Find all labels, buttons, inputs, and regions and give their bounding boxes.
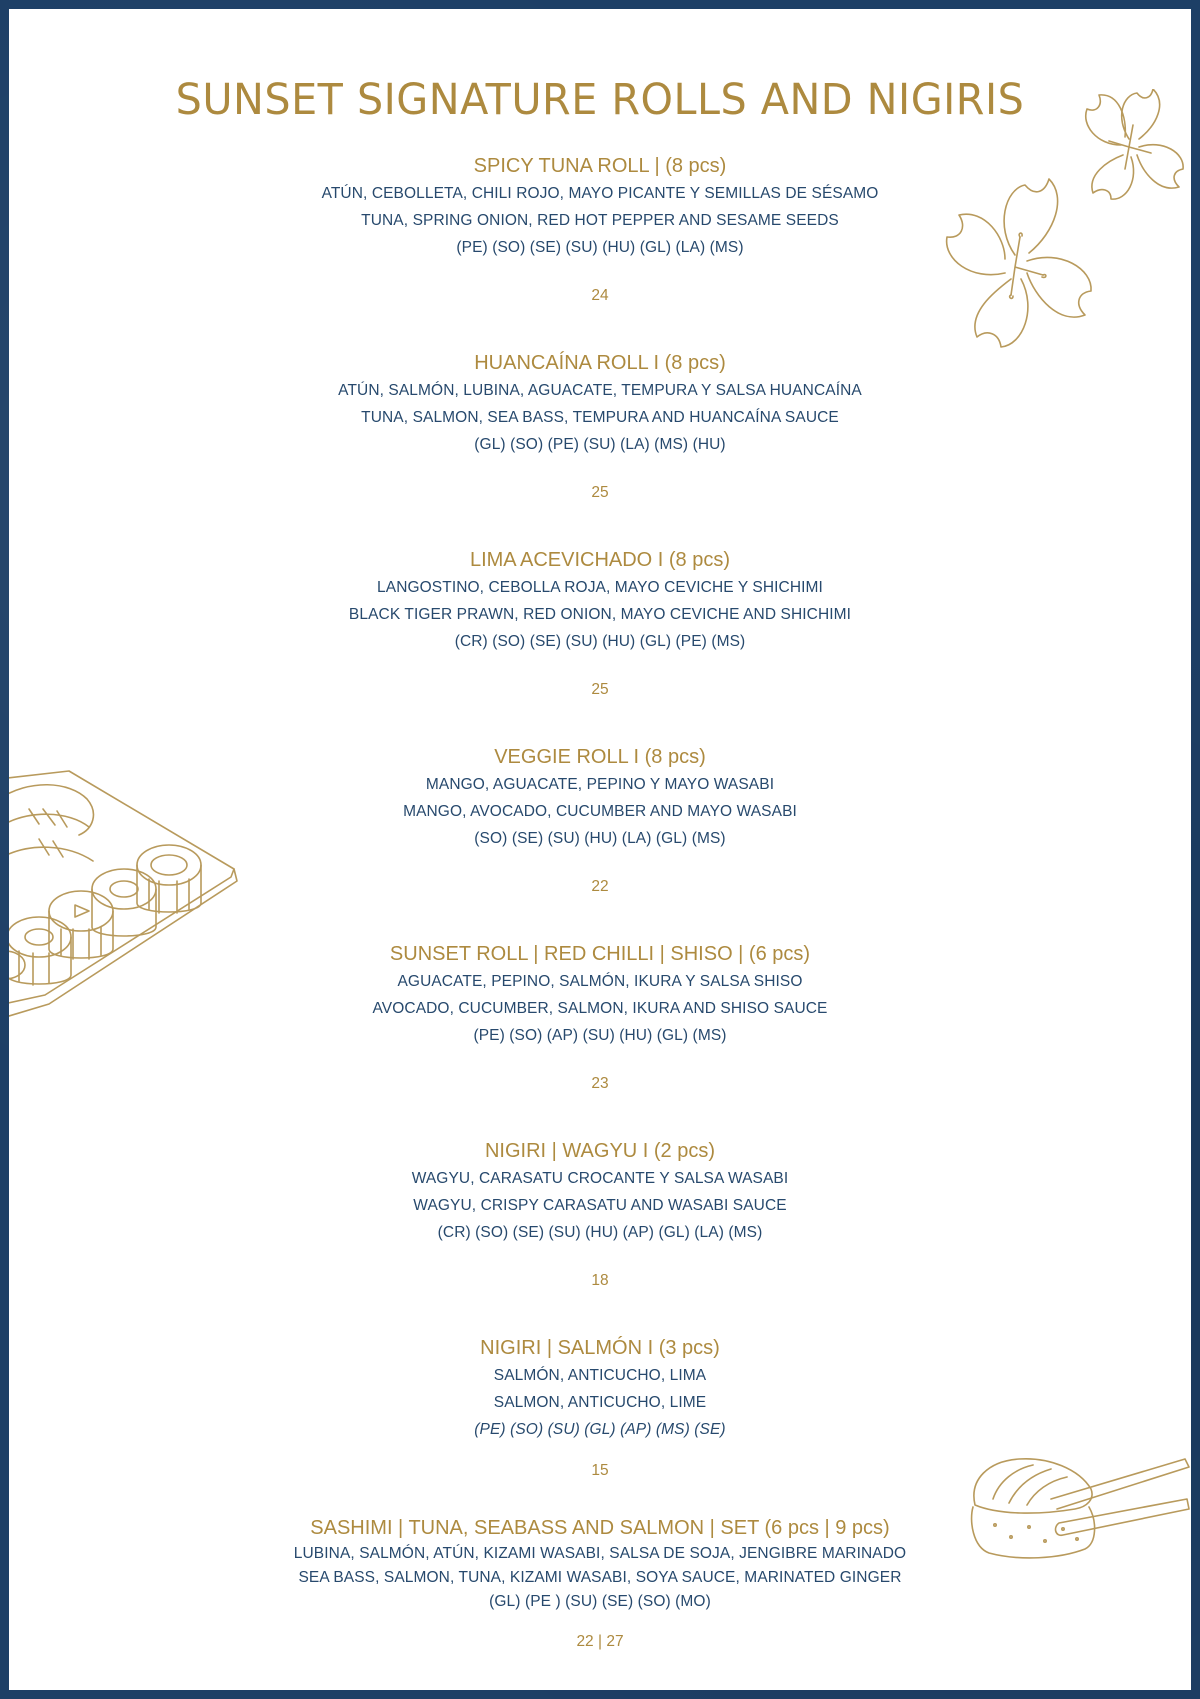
menu-item xyxy=(9,1334,1191,1481)
item-name: SUNSET ROLL | RED CHILLI | SHISO | (6 pcs) xyxy=(389,943,811,965)
item-allergens: (CR) (SO) (SE) (SU) (HU) (AP) (GL) (LA) (MS) xyxy=(437,1224,763,1241)
menu-item xyxy=(9,1137,1191,1291)
menu-item xyxy=(9,546,1191,700)
menu-page xyxy=(9,9,1191,1690)
item-price: 24 xyxy=(591,287,609,304)
item-allergens: (GL) (PE ) (SU) (SE) (SO) (MO) xyxy=(489,1593,711,1610)
item-allergens: (GL) (SO) (PE) (SU) (LA) (MS) (HU) xyxy=(474,436,726,453)
item-description-en: SALMON, ANTICUCHO, LIME xyxy=(493,1394,707,1411)
item-allergens: (PE) (SO) (AP) (SU) (HU) (GL) (MS) xyxy=(473,1027,727,1044)
item-description-es: WAGYU, CARASATU CROCANTE Y SALSA WASABI xyxy=(411,1170,789,1187)
item-allergens: (SO) (SE) (SU) (HU) (LA) (GL) (MS) xyxy=(474,830,726,847)
item-price: 18 xyxy=(591,1272,609,1289)
item-name: NIGIRI | WAGYU I (2 pcs) xyxy=(484,1140,716,1162)
item-name: NIGIRI | SALMÓN I (3 pcs) xyxy=(480,1337,720,1359)
item-allergens: (PE) (SO) (SU) (GL) (AP) (MS) (SE) xyxy=(474,1421,726,1438)
menu-item xyxy=(9,743,1191,897)
item-price: 23 xyxy=(591,1075,609,1092)
item-description-es: LUBINA, SALMÓN, ATÚN, KIZAMI WASABI, SALSA DE SOJA, JENGIBRE MARINADO xyxy=(293,1545,907,1562)
item-name: HUANCAÍNA ROLL I (8 pcs) xyxy=(474,352,726,374)
item-description-es: ATÚN, SALMÓN, LUBINA, AGUACATE, TEMPURA Y SALSA HUANCAÍNA xyxy=(338,382,862,399)
item-description-en: TUNA, SALMON, SEA BASS, TEMPURA AND HUANCAÍNA SAUCE xyxy=(361,409,839,426)
item-description-es: ATÚN, CEBOLLETA, CHILI ROJO, MAYO PICANTE Y SEMILLAS DE SÉSAMO xyxy=(321,185,879,202)
item-description-en: WAGYU, CRISPY CARASATU AND WASABI SAUCE xyxy=(413,1197,787,1214)
item-price: 25 xyxy=(591,484,609,501)
item-price: 25 xyxy=(591,681,609,698)
item-allergens: (PE) (SO) (SE) (SU) (HU) (GL) (LA) (MS) xyxy=(456,239,744,256)
menu-item xyxy=(9,349,1191,503)
item-price: 22 | 27 xyxy=(576,1633,624,1650)
item-name: VEGGIE ROLL I (8 pcs) xyxy=(494,746,706,768)
menu-item xyxy=(9,1514,1191,1652)
page-title: SUNSET SIGNATURE ROLLS AND NIGIRIS xyxy=(175,75,1025,125)
item-description-es: AGUACATE, PEPINO, SALMÓN, IKURA Y SALSA SHISO xyxy=(397,973,803,990)
item-name: LIMA ACEVICHADO I (8 pcs) xyxy=(469,549,731,571)
menu-item xyxy=(9,152,1191,306)
item-description-es: LANGOSTINO, CEBOLLA ROJA, MAYO CEVICHE Y SHICHIMI xyxy=(377,579,823,596)
item-allergens: (CR) (SO) (SE) (SU) (HU) (GL) (PE) (MS) xyxy=(454,633,746,650)
item-price: 22 xyxy=(591,878,609,895)
item-description-en: SEA BASS, SALMON, TUNA, KIZAMI WASABI, SOYA SAUCE, MARINATED GINGER xyxy=(298,1569,902,1586)
item-description-en: TUNA, SPRING ONION, RED HOT PEPPER AND SESAME SEEDS xyxy=(361,212,839,229)
item-description-es: SALMÓN, ANTICUCHO, LIMA xyxy=(493,1367,707,1384)
item-name: SASHIMI | TUNA, SEABASS AND SALMON | SET (6 pcs | 9 pcs) xyxy=(310,1517,890,1539)
menu-item xyxy=(9,940,1191,1094)
item-description-es: MANGO, AGUACATE, PEPINO Y MAYO WASABI xyxy=(425,776,775,793)
item-description-en: MANGO, AVOCADO, CUCUMBER AND MAYO WASABI xyxy=(403,803,797,820)
item-description-en: BLACK TIGER PRAWN, RED ONION, MAYO CEVICHE AND SHICHIMI xyxy=(348,606,852,623)
item-name: SPICY TUNA ROLL | (8 pcs) xyxy=(473,155,727,177)
item-price: 15 xyxy=(591,1462,609,1479)
item-description-en: AVOCADO, CUCUMBER, SALMON, IKURA AND SHISO SAUCE xyxy=(372,1000,828,1017)
